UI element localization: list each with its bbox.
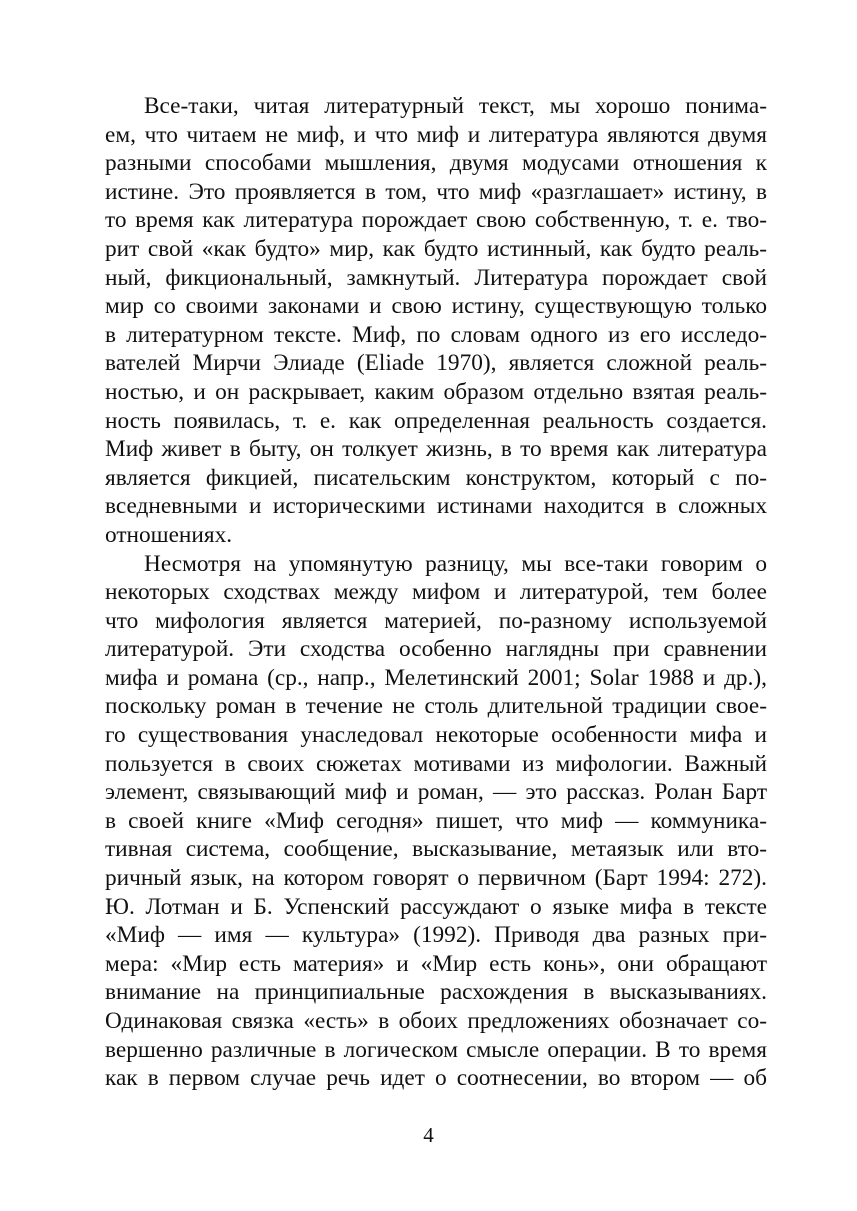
- text-line: Миф живет в быту, он толкует жизнь, в то время как литература: [105, 436, 767, 463]
- text-line: элемент, связывающий миф и роман, — это рассказ. Ролан Барт: [105, 779, 767, 806]
- text-line: истине. Это проявляется в том, что миф «разглашает» истину, в: [105, 178, 767, 205]
- page-number: 4: [423, 1123, 434, 1147]
- text-line: мера: «Мир есть материя» и «Мир есть конь», они обращают: [105, 950, 767, 977]
- text-line: литературой. Эти сходства особенно наглядны при сравнении: [105, 636, 767, 663]
- text-line: ем, что читаем не миф, и что миф и литература являются двумя: [105, 121, 767, 148]
- text-line: ностью, и он раскрывает, каким образом отдельно взятая реаль-: [105, 378, 767, 405]
- text-line: то время как литература порождает свою собственную, т. е. тво-: [105, 207, 767, 234]
- text-line: ность появилась, т. е. как определенная реальность создается.: [105, 407, 767, 434]
- text-line: ный, фикциональный, замкнутый. Литература порождает свой: [105, 264, 767, 291]
- text-line: Ю. Лотман и Б. Успенский рассуждают о языке мифа в тексте: [105, 893, 767, 920]
- text-line: вседневными и историческими истинами находится в сложных: [105, 493, 767, 520]
- text-line: как в первом случае речь идет о соотнесении, во втором — об: [105, 1065, 767, 1092]
- text-line: разными способами мышления, двумя модусами отношения к: [105, 150, 767, 177]
- text-line: ричный язык, на котором говорят о первичном (Барт 1994: 272).: [105, 865, 767, 892]
- text-line: вателей Мирчи Элиаде (Eliade 1970), является сложной реаль-: [105, 350, 767, 377]
- text-line: мир со своими законами и свою истину, существующую только: [105, 293, 767, 320]
- text-line: пользуется в своих сюжетах мотивами из мифологии. Важный: [105, 750, 767, 777]
- text-line: рит свой «как будто» мир, как будто истинный, как будто реаль-: [105, 235, 767, 262]
- text-line: что мифология является материей, по-разному используемой: [105, 607, 767, 634]
- text-line: «Миф — имя — культура» (1992). Приводя два разных при-: [105, 922, 767, 949]
- paragraph-2: [105, 550, 767, 1093]
- text-line: является фикцией, писательским конструктом, который с по-: [105, 464, 767, 491]
- text-line: некоторых сходствах между мифом и литературой, тем более: [105, 579, 767, 606]
- text-line: в своей книге «Миф сегодня» пишет, что миф — коммуника-: [105, 807, 767, 834]
- text-line: поскольку роман в течение не столь длительной традиции свое-: [105, 693, 767, 720]
- text-line: Все-таки, читая литературный текст, мы хорошо понима-: [144, 93, 767, 119]
- page-body: [105, 92, 767, 1093]
- text-line: го существования унаследовал некоторые особенности мифа и: [105, 722, 767, 749]
- paragraph-1: [105, 92, 767, 550]
- text-line: Несмотря на упомянутую разницу, мы все-таки говорим о: [144, 550, 767, 577]
- text-line: тивная система, сообщение, высказывание, метаязык или вто-: [105, 836, 767, 863]
- text-line: в литературном тексте. Миф, по словам одного из его исследо-: [105, 321, 767, 348]
- text-line: Одинаковая связка «есть» в обоих предложениях обозначает со-: [105, 1008, 767, 1034]
- text-line: мифа и романа (ср., напр., Мелетинский 2001; Solar 1988 и др.),: [105, 664, 767, 691]
- text-line: вершенно различные в логическом смысле операции. В то время: [105, 1036, 767, 1063]
- text-line: внимание на принципиальные расхождения в высказываниях.: [105, 979, 767, 1006]
- text-line: отношениях.: [105, 521, 233, 548]
